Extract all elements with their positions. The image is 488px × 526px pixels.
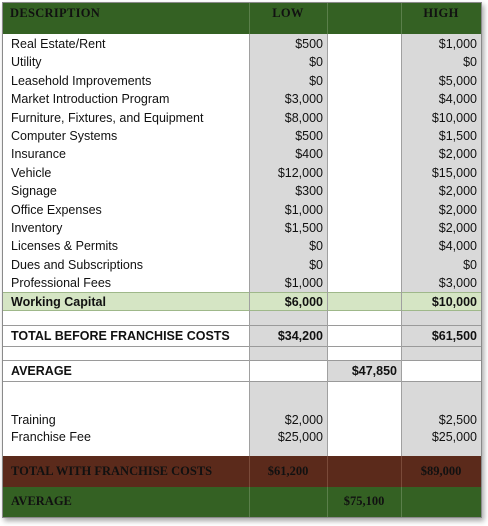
row-high: $2,000 xyxy=(438,184,477,199)
total-with-label: TOTAL WITH FRANCHISE COSTS xyxy=(11,464,213,478)
average-with-row xyxy=(3,487,481,517)
row-high: $2,500 xyxy=(438,413,477,427)
total-with-low: $61,200 xyxy=(267,464,309,478)
row-high: $25,000 xyxy=(431,430,477,444)
row-label: Computer Systems xyxy=(11,129,118,143)
row-label: Real Estate/Rent xyxy=(11,37,106,51)
total-before-high: $61,500 xyxy=(431,329,477,343)
header-description: DESCRIPTION xyxy=(10,6,101,20)
row-low: $0 xyxy=(309,55,323,70)
row-high: $0 xyxy=(463,55,477,70)
row-label: Furniture, Fixtures, and Equipment xyxy=(11,110,204,125)
row-low: $2,000 xyxy=(284,413,323,427)
average-row-bg-high xyxy=(401,360,481,381)
row-label: Insurance xyxy=(11,147,66,162)
row-low: $25,000 xyxy=(277,430,323,444)
row-high: $3,000 xyxy=(438,276,477,291)
row-label: Inventory xyxy=(11,221,63,235)
average-with-label: AVERAGE xyxy=(11,494,72,508)
total-with-divider xyxy=(327,456,328,487)
row-high: $0 xyxy=(463,257,477,272)
column-divider xyxy=(327,34,328,456)
header-low: LOW xyxy=(272,6,304,20)
row-label: Vehicle xyxy=(11,165,52,180)
average-before-label: AVERAGE xyxy=(11,364,72,378)
header-divider xyxy=(249,3,250,34)
franchise-cost-table xyxy=(2,2,482,518)
row-low: $0 xyxy=(309,239,323,254)
total-before-low: $34,200 xyxy=(277,329,323,343)
row-low: $500 xyxy=(295,37,323,51)
row-label: Training xyxy=(11,413,56,427)
row-label: Franchise Fee xyxy=(11,430,91,444)
spacer-row xyxy=(249,311,327,325)
row-low: $1,000 xyxy=(284,202,323,217)
row-label: Office Expenses xyxy=(11,202,102,217)
row-low: $12,000 xyxy=(277,165,323,180)
row-high: $1,500 xyxy=(438,129,477,143)
row-low: $3,000 xyxy=(284,92,323,107)
header-divider xyxy=(401,3,402,34)
row-label: Dues and Subscriptions xyxy=(11,257,144,272)
row-label: Leasehold Improvements xyxy=(11,73,152,88)
total-with-high: $89,000 xyxy=(420,464,462,478)
row-low: $400 xyxy=(295,147,323,162)
average-row-bg-low xyxy=(249,360,327,381)
average-with-divider xyxy=(401,487,402,517)
row-low: $1,500 xyxy=(284,221,323,235)
spacer-row-2 xyxy=(249,346,327,360)
row-high: $15,000 xyxy=(431,165,477,180)
average-with-divider xyxy=(249,487,250,517)
rule xyxy=(3,360,481,361)
row-low: $0 xyxy=(309,257,323,272)
rule xyxy=(3,325,481,326)
rule xyxy=(3,381,481,382)
row-high: $2,000 xyxy=(438,147,477,162)
row-label: Licenses & Permits xyxy=(11,239,118,254)
row-high: $2,000 xyxy=(438,202,477,217)
working-capital-label: Working Capital xyxy=(11,294,106,309)
row-high: $4,000 xyxy=(438,92,477,107)
row-high: $4,000 xyxy=(438,239,477,254)
working-capital-high: $10,000 xyxy=(431,294,477,309)
average-before-value: $47,850 xyxy=(351,364,397,378)
row-low: $1,000 xyxy=(284,276,323,291)
header-high: HIGH xyxy=(423,6,459,20)
row-low: $0 xyxy=(309,73,323,88)
working-capital-low: $6,000 xyxy=(284,294,323,309)
row-high: $2,000 xyxy=(438,221,477,235)
row-label: Utility xyxy=(11,55,42,70)
rule xyxy=(3,346,481,347)
row-low: $500 xyxy=(295,129,323,143)
average-with-value: $75,100 xyxy=(343,494,385,508)
row-low: $8,000 xyxy=(284,110,323,125)
row-high: $10,000 xyxy=(431,110,477,125)
header-divider xyxy=(327,3,328,34)
row-low: $300 xyxy=(295,184,323,199)
row-high: $5,000 xyxy=(438,73,477,88)
row-label: Professional Fees xyxy=(11,276,112,291)
row-label: Signage xyxy=(11,184,57,199)
total-before-label: TOTAL BEFORE FRANCHISE COSTS xyxy=(11,329,230,343)
row-high: $1,000 xyxy=(438,37,477,51)
row-label: Market Introduction Program xyxy=(11,92,170,107)
